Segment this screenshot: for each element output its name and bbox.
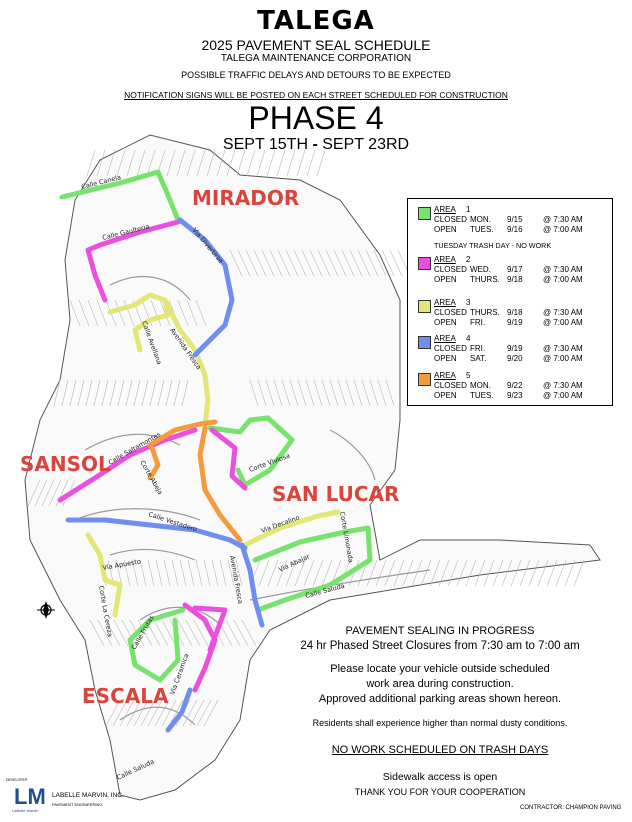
neighborhood-sansol: SANSOL	[20, 452, 111, 476]
locate-notice-line2: work area during construction.	[366, 678, 514, 690]
legend-swatch	[418, 257, 431, 270]
closures-notice: 24 hr Phased Street Closures from 7:30 am to 7:00 am	[300, 640, 580, 652]
legend-open-date: 9/18	[507, 275, 523, 284]
legend-closed-date: 9/22	[507, 381, 523, 390]
street-label-avellana: Calle Avellana	[140, 319, 164, 366]
legend-area-number: 1	[466, 205, 471, 214]
street-label-apuesto: Via Apuesto	[101, 557, 142, 572]
no-work-notice: NO WORK SCHEDULED ON TRASH DAYS	[331, 744, 549, 756]
street-label-saluda-east: Calle Saluda	[304, 581, 346, 600]
legend-open-day: THURS.	[470, 275, 500, 284]
logo-developer-text: DEVELOPER	[6, 778, 28, 782]
legend-open-date: 9/23	[507, 391, 523, 400]
corporation-name: TALEGA MAINTENANCE CORPORATION	[220, 53, 412, 64]
legend-open-status: OPEN	[434, 225, 457, 234]
street-label-avenida-fresca-north: Avenida Fresca	[168, 326, 203, 372]
map-title: TALEGA	[257, 6, 375, 36]
legend-open-status: OPEN	[434, 391, 457, 400]
phase-dates	[0, 136, 632, 154]
legend-closed-status: CLOSED	[434, 308, 467, 317]
thanks-notice: THANK YOU FOR YOUR COOPERATION	[354, 787, 526, 797]
legend-open-status: OPEN	[434, 354, 457, 363]
legend-closed-day: MON.	[470, 215, 491, 224]
street-label-divertirse: Via Divertirse	[190, 226, 225, 265]
locate-notice-line1: Please locate your vehicle outside scheduled	[330, 663, 550, 675]
legend-closed-time: @ 7:30 AM	[543, 381, 583, 390]
legend-open-date: 9/19	[507, 318, 523, 327]
street-label-saluda-south: Calle Saluda	[115, 757, 156, 782]
legend-closed-time: @ 7:30 AM	[543, 265, 583, 274]
street-label-abajar: Via Abajar	[277, 552, 311, 574]
logo-mark: LM	[14, 784, 46, 809]
legend-area-label: AREA	[434, 334, 456, 343]
legend-closed-date: 9/17	[507, 265, 523, 274]
legend-open-day: SAT.	[470, 354, 487, 363]
street-label-limonada: Corte Limonada	[338, 510, 355, 564]
legend-trash-note: TUESDAY TRASH DAY - NO WORK	[434, 241, 552, 250]
logo-tagline: PAVEMENT ENGINEERING	[52, 802, 103, 807]
street-label-abeja: Corte Abeja	[138, 459, 165, 497]
legend-swatch	[418, 373, 431, 386]
contractor-credit: CONTRACTOR: CHAMPION PAVING	[520, 805, 622, 811]
legend-area-number: 2	[466, 255, 471, 264]
legend-closed-day: THURS.	[470, 308, 500, 317]
legend-area-number: 3	[466, 298, 471, 307]
sidewalk-notice: Sidewalk access is open	[382, 771, 498, 783]
street-label-la-cereza: Corte La Cereza	[97, 584, 114, 638]
delays-notice: POSSIBLE TRAFFIC DELAYS AND DETOURS TO BE EXPECTED	[181, 70, 451, 80]
legend-swatch	[418, 300, 431, 313]
schedule-legend	[407, 198, 613, 406]
progress-notice: PAVEMENT SEALING IN PROGRESS	[345, 625, 535, 637]
legend-closed-status: CLOSED	[434, 381, 467, 390]
legend-closed-status: CLOSED	[434, 344, 467, 353]
street-label-viviosa: Corte Viviosa	[247, 451, 292, 474]
legend-open-time: @ 7:00 AM	[543, 318, 583, 327]
neighborhood-mirador: MIRADOR	[192, 186, 300, 210]
legend-open-status: OPEN	[434, 318, 457, 327]
legend-closed-status: CLOSED	[434, 265, 467, 274]
street-label-decalino: Via Decalino	[259, 513, 301, 535]
street-label-avenida-fresca-south: Avenida Fresca	[228, 554, 245, 605]
neighborhood-san-lucar: SAN LUCAR	[272, 482, 400, 506]
legend-area-label: AREA	[434, 298, 456, 307]
street-label-gaulteria: Calle Gaulteria	[101, 222, 151, 242]
street-label-saltamontes: Calle Saltamontes	[107, 430, 163, 467]
legend-closed-date: 9/15	[507, 215, 523, 224]
legend-open-time: @ 7:00 AM	[543, 275, 583, 284]
legend-closed-time: @ 7:30 AM	[543, 215, 583, 224]
legend-open-day: TUES.	[470, 225, 494, 234]
legend-closed-date: 9/19	[507, 344, 523, 353]
street-label-vestadero: Calle Vestadero	[147, 510, 199, 534]
notification-notice: NOTIFICATION SIGNS WILL BE POSTED ON EACH STREET SCHEDULED FOR CONSTRUCTION	[124, 90, 508, 100]
date-separator: -	[308, 136, 323, 153]
legend-open-time: @ 7:00 AM	[543, 354, 583, 363]
legend-area-number: 4	[466, 334, 471, 343]
street-label-frutas: Calle Frutas	[129, 613, 156, 651]
legend-open-day: TUES.	[470, 391, 494, 400]
labelle-marvin-logo	[6, 778, 124, 813]
legend-closed-status: CLOSED	[434, 215, 467, 224]
logo-company-name: LABELLE MARVIN, INC.	[52, 792, 124, 799]
logo-sub-text: LaBelle Marvin	[12, 808, 39, 813]
legend-open-status: OPEN	[434, 275, 457, 284]
dusty-notice: Residents shall experience higher than normal dusty conditions.	[312, 718, 568, 728]
legend-area-label: AREA	[434, 255, 456, 264]
neighborhood-escala: ESCALA	[82, 684, 169, 708]
north-arrow-icon	[37, 601, 55, 619]
legend-open-day: FRI.	[470, 318, 486, 327]
legend-closed-day: FRI.	[470, 344, 486, 353]
date-end: SEPT 23RD	[322, 136, 410, 153]
legend-closed-date: 9/18	[507, 308, 523, 317]
legend-area-label: AREA	[434, 371, 456, 380]
legend-closed-day: WED.	[470, 265, 491, 274]
legend-swatch	[418, 207, 431, 220]
legend-closed-time: @ 7:30 AM	[543, 344, 583, 353]
schedule-subtitle: 2025 PAVEMENT SEAL SCHEDULE	[201, 37, 431, 53]
legend-closed-day: MON.	[470, 381, 491, 390]
legend-open-date: 9/20	[507, 354, 523, 363]
date-start: SEPT 15TH	[222, 136, 308, 153]
street-label-ceramica: Via Ceramica	[168, 652, 191, 696]
legend-open-time: @ 7:00 AM	[543, 225, 583, 234]
legend-swatch	[418, 336, 431, 349]
street-label-canela: Calle Canela	[80, 173, 122, 191]
legend-area-number: 5	[466, 371, 471, 380]
locate-notice-line3: Approved additional parking areas shown hereon.	[318, 693, 562, 705]
legend-open-time: @ 7:00 AM	[543, 391, 583, 400]
phase-heading: PHASE 4	[248, 100, 384, 136]
legend-closed-time: @ 7:30 AM	[543, 308, 583, 317]
legend-open-date: 9/16	[507, 225, 523, 234]
legend-area-label: AREA	[434, 205, 456, 214]
